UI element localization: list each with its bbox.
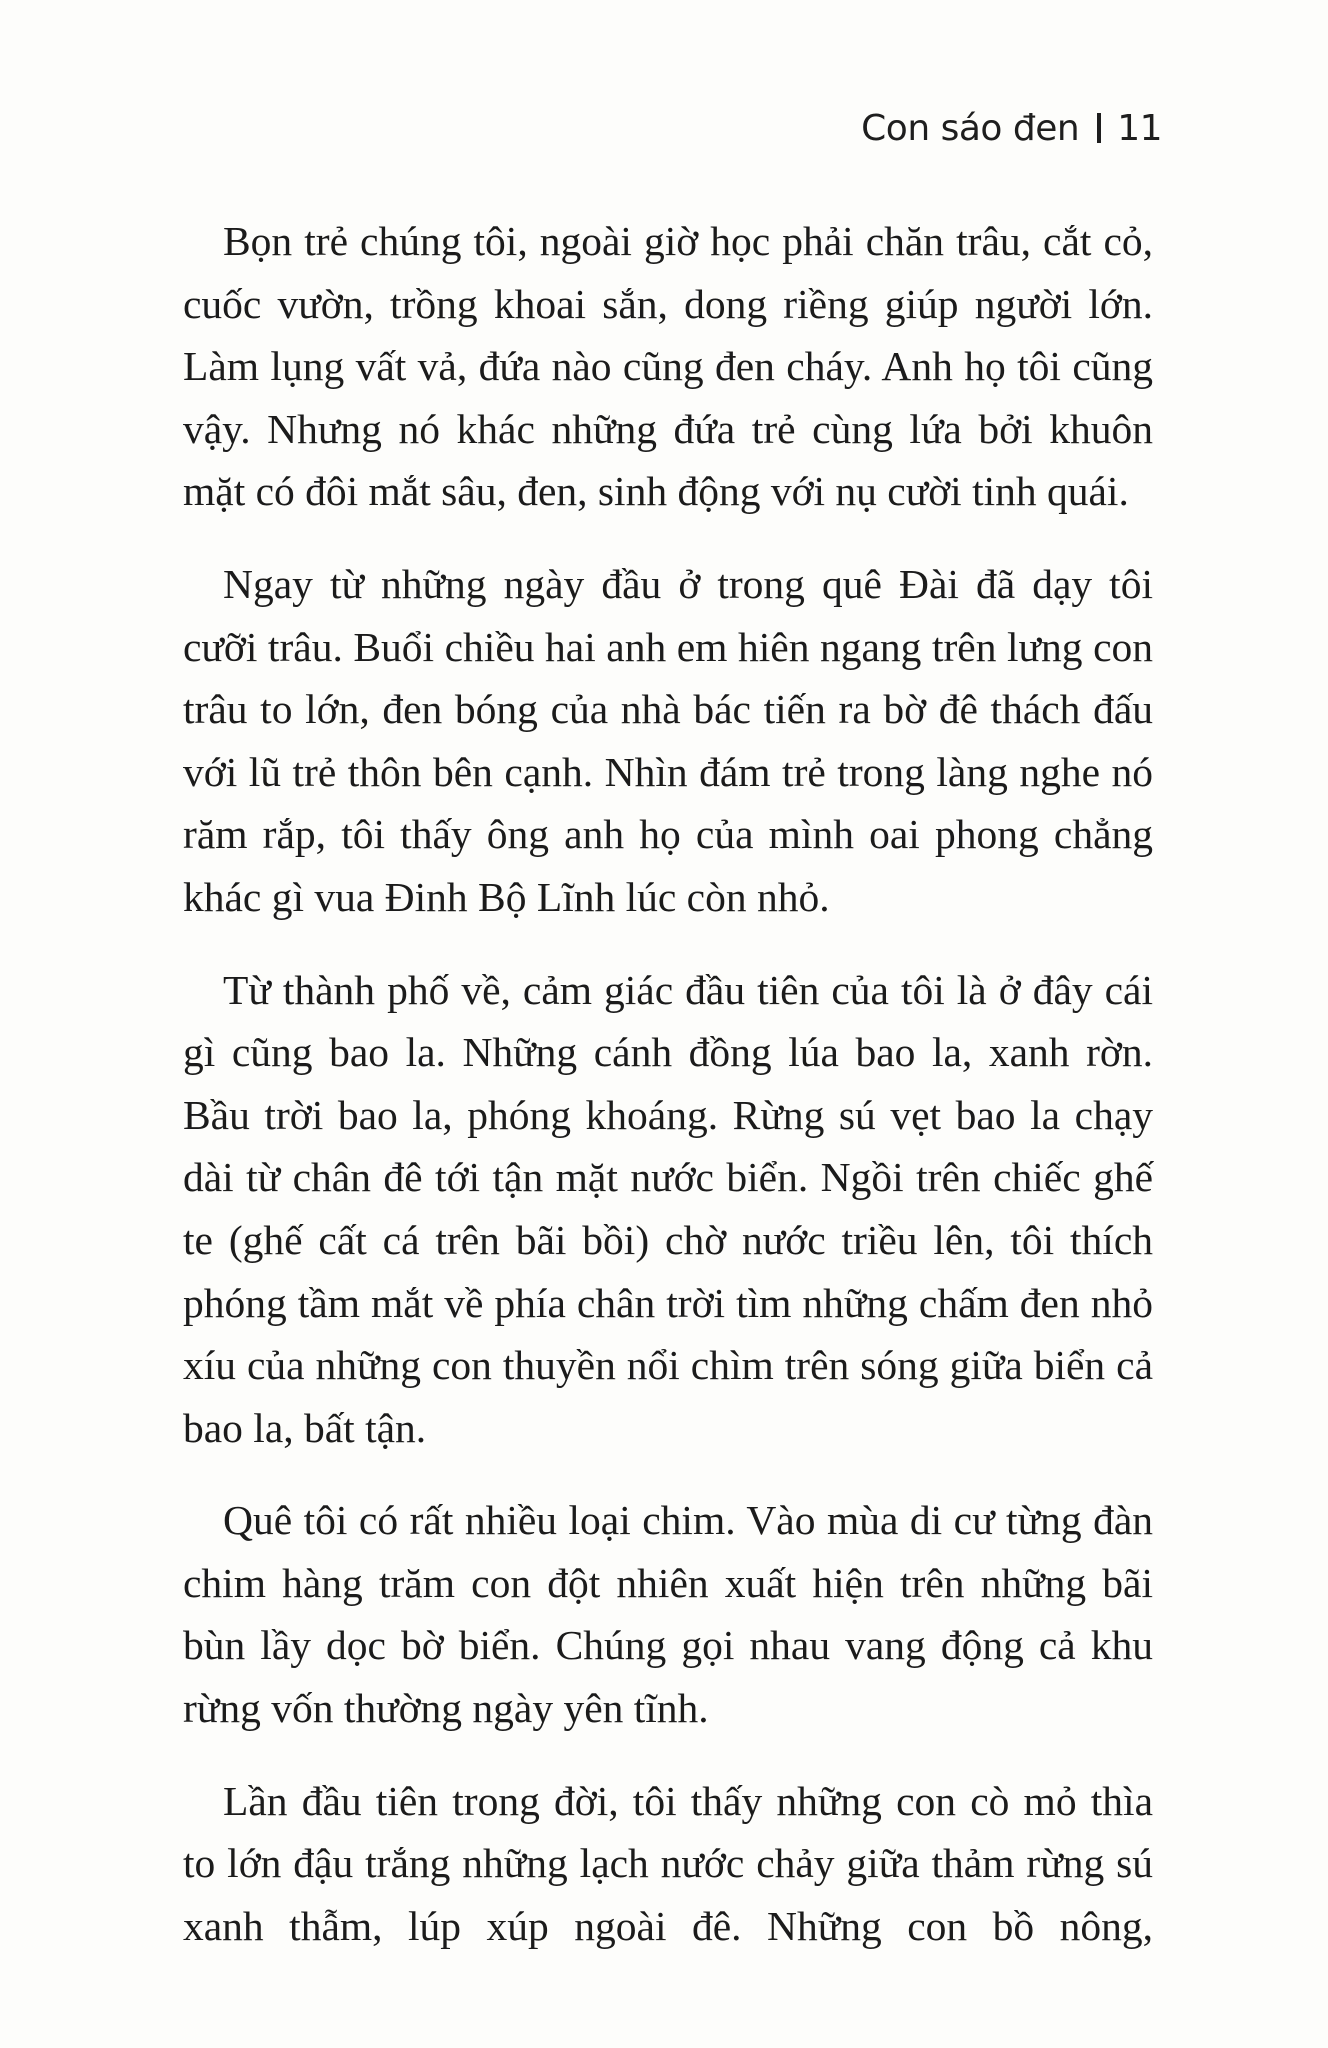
running-header	[861, 108, 1162, 149]
paragraph-4: Quê tôi có rất nhiều loại chim. Vào mùa di cư từng đàn chim hàng trăm con đột nhiên xuất hiện trên những bãi bùn lầy dọc bờ biển. Chúng gọi nhau vang động cả khu rừng vốn thường ngày yên tĩnh.	[183, 1497, 1153, 1732]
paragraph-3: Từ thành phố về, cảm giác đầu tiên của tôi là ở đây cái gì cũng bao la. Những cánh đồng lúa bao la, xanh rờn. Bầu trời bao la, phóng khoáng. Rừng sú vẹt bao la chạy dài từ chân đê tới tận mặt nước biển. Ngồi trên chiếc ghế te (ghế cất cá trên bãi bồi) chờ nước triều lên, tôi thích phóng tầm mắt về phía chân trời tìm những chấm đen nhỏ xíu của những con thuyền nổi chìm trên sóng giữa biển cả bao la, bất tận.	[183, 966, 1153, 1451]
paragraph-2: Ngay từ những ngày đầu ở trong quê Đài đã dạy tôi cưỡi trâu. Buổi chiều hai anh em hiên ngang trên lưng con trâu to lớn, đen bóng của nhà bác tiến ra bờ đê thách đấu với lũ trẻ thôn bên cạnh. Nhìn đám trẻ trong làng nghe nó răm rắp, tôi thấy ông anh họ của mình oai phong chẳng khác gì vua Đinh Bộ Lĩnh lúc còn nhỏ.	[183, 560, 1153, 920]
page-number: 11	[1117, 108, 1162, 149]
paragraph-5: Lần đầu tiên trong đời, tôi thấy những con cò mỏ thìa to lớn đậu trắng những lạch nước chảy giữa thảm rừng sú xanh thẫm, lúp xúp ngoài đê. Những con bồ nông,	[183, 1777, 1153, 1949]
chapter-title: Con sáo đen	[861, 108, 1080, 149]
body-text	[183, 210, 1153, 1987]
paragraph-1: Bọn trẻ chúng tôi, ngoài giờ học phải chăn trâu, cắt cỏ, cuốc vườn, trồng khoai sắn, dong riềng giúp người lớn. Làm lụng vất vả, đứa nào cũng đen cháy. Anh họ tôi cũng vậy. Nhưng nó khác những đứa trẻ cùng lứa bởi khuôn mặt có đôi mắt sâu, đen, sinh động với nụ cười tinh quái.	[183, 218, 1153, 515]
header-separator	[1097, 113, 1101, 143]
